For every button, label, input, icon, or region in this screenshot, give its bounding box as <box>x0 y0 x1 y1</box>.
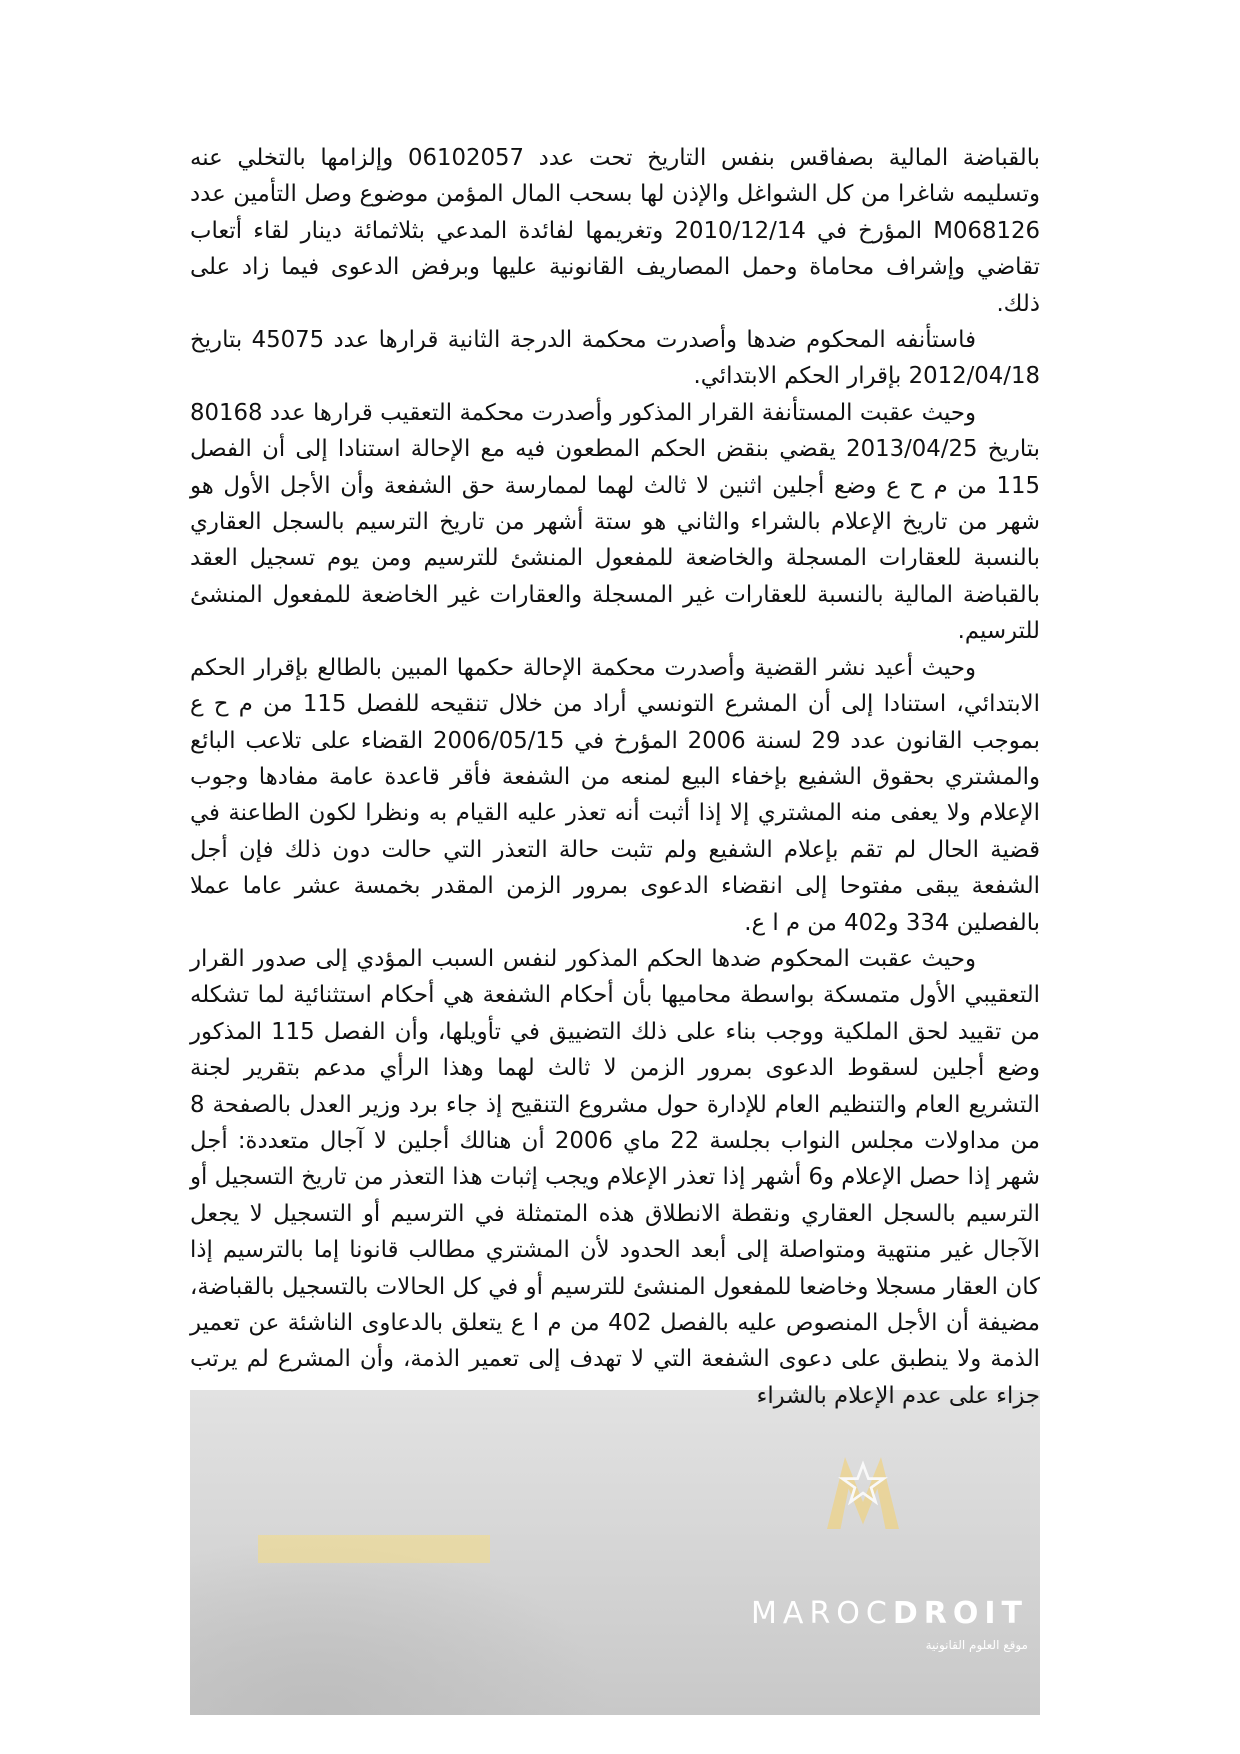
watermark-brand-name <box>728 1596 1028 1631</box>
marocdroit-logo-icon <box>818 1448 908 1538</box>
paragraph-4: وحيث أعيد نشر القضية وأصدرت محكمة الإحالة حكمها المبين بالطالع بإقرار الحكم الابتدائي، استنادا إلى أن المشرع التونسي أراد من خلال تنقيحه للفصل 115 من م ح ع بموجب القانون عدد 29 لسنة 2006 المؤرخ في 2006/05/15 القضاء على تلاعب البائع والمشتري بحقوق الشفيع بإخفاء البيع لمنعه من الشفعة فأقر قاعدة عامة مفادها وجوب الإعلام ولا يعفى منه المشتري إلا إذا أثبت أنه تعذر عليه القيام به ونظرا لكون الطاعنة في قضية الحال لم تقم بإعلام الشفيع ولم تثبت حالة التعذر التي حالت دون ذلك فإن أجل الشفعة يبقى مفتوحا إلى انقضاء الدعوى بمرور الزمن المقدر بخمسة عشر عاما عملا بالفصلين 334 و402 من م ا ع. <box>190 654 1040 936</box>
paragraph-5: وحيث عقبت المحكوم ضدها الحكم المذكور لنفس السبب المؤدي إلى صدور القرار التعقيبي الأول متمسكة بواسطة محاميها بأن أحكام الشفعة هي أحكام استثنائية لما تشكله من تقييد لحق الملكية ووجب بناء على ذلك التضييق في تأويلها، وأن الفصل 115 المذكور وضع أجلين لسقوط الدعوى بمرور الزمن لا ثالث لهما وهذا الرأي مدعم بتقرير لجنة التشريع العام والتنظيم العام للإدارة حول مشروع التنقيح إذ جاء برد وزير العدل بالصفحة 8 من مداولات مجلس النواب بجلسة 22 ماي 2006 أن هنالك أجلين لا آجال متعددة: أجل شهر إذا حصل الإعلام و6 أشهر إذا تعذر الإعلام ويجب إثبات هذا التعذر من تاريخ التسجيل أو الترسيم بالسجل العقاري ونقطة الانطلاق هذه المتمثلة في الترسيم أو التسجيل لا يجعل الآجال غير منتهية ومتواصلة إلى أبعد الحدود لأن المشتري مطالب قانونا إما بالترسيم إذا كان العقار مسجلا وخاضعا للمفعول المنشئ للترسيم أو في كل الحالات بالتسجيل بالقباضة، مضيفة أن الأجل المنصوص عليه بالفصل 402 من م ا ع يتعلق بالدعاوى الناشئة عن تعمير الذمة ولا ينطبق على دعوى الشفعة التي لا تهدف إلى تعمير الذمة، وأن المشرع لم يرتب جزاء على عدم الإعلام بالشراء <box>190 945 1041 1409</box>
brand-light: MAROC <box>751 1596 893 1631</box>
paragraph-3: وحيث عقبت المستأنفة القرار المذكور وأصدرت محكمة التعقيب قرارها عدد 80168 بتاريخ 2013/04/25 يقضي بنقض الحكم المطعون فيه مع الإحالة استنادا إلى أن الفصل 115 من م ح ع وضع أجلين اثنين لا ثالث لهما لممارسة حق الشفعة وأن الأجل الأول هو شهر من تاريخ الإعلام بالشراء والثاني هو ستة أشهر من تاريخ الترسيم بالسجل العقاري بالنسبة للعقارات المسجلة والخاضعة للمفعول المنشئ للترسيم ومن يوم تسجيل العقد بالقباضة المالية بالنسبة للعقارات غير المسجلة والعقارات غير الخاضعة للمفعول المنشئ للترسيم. <box>190 399 1040 645</box>
text-highlight <box>258 1535 490 1563</box>
document-body <box>190 140 1040 1414</box>
paragraph-2: فاستأنفه المحكوم ضدها وأصدرت محكمة الدرجة الثانية قرارها عدد 45075 بتاريخ 2012/04/18 بإقرار الحكم الابتدائي. <box>190 327 1040 390</box>
paragraph-1: بالقباضة المالية بصفاقس بنفس التاريخ تحت عدد 06102057 وإلزامها بالتخلي عنه وتسليمه شاغرا من كل الشواغل والإذن لها بسحب المال المؤمن موضوع وصل التأمين عدد M068126 المؤرخ في 2010/12/14 وتغريمها لفائدة المدعي بثلاثمائة دينار لقاء أتعاب تقاضي وإشراف محاماة وحمل المصاريف القانونية عليها وبرفض الدعوى فيما زاد على ذلك. <box>190 145 1040 317</box>
brand-bold: DROIT <box>892 1596 1028 1631</box>
watermark-tagline: موقع العلوم القانونية <box>925 1638 1028 1652</box>
